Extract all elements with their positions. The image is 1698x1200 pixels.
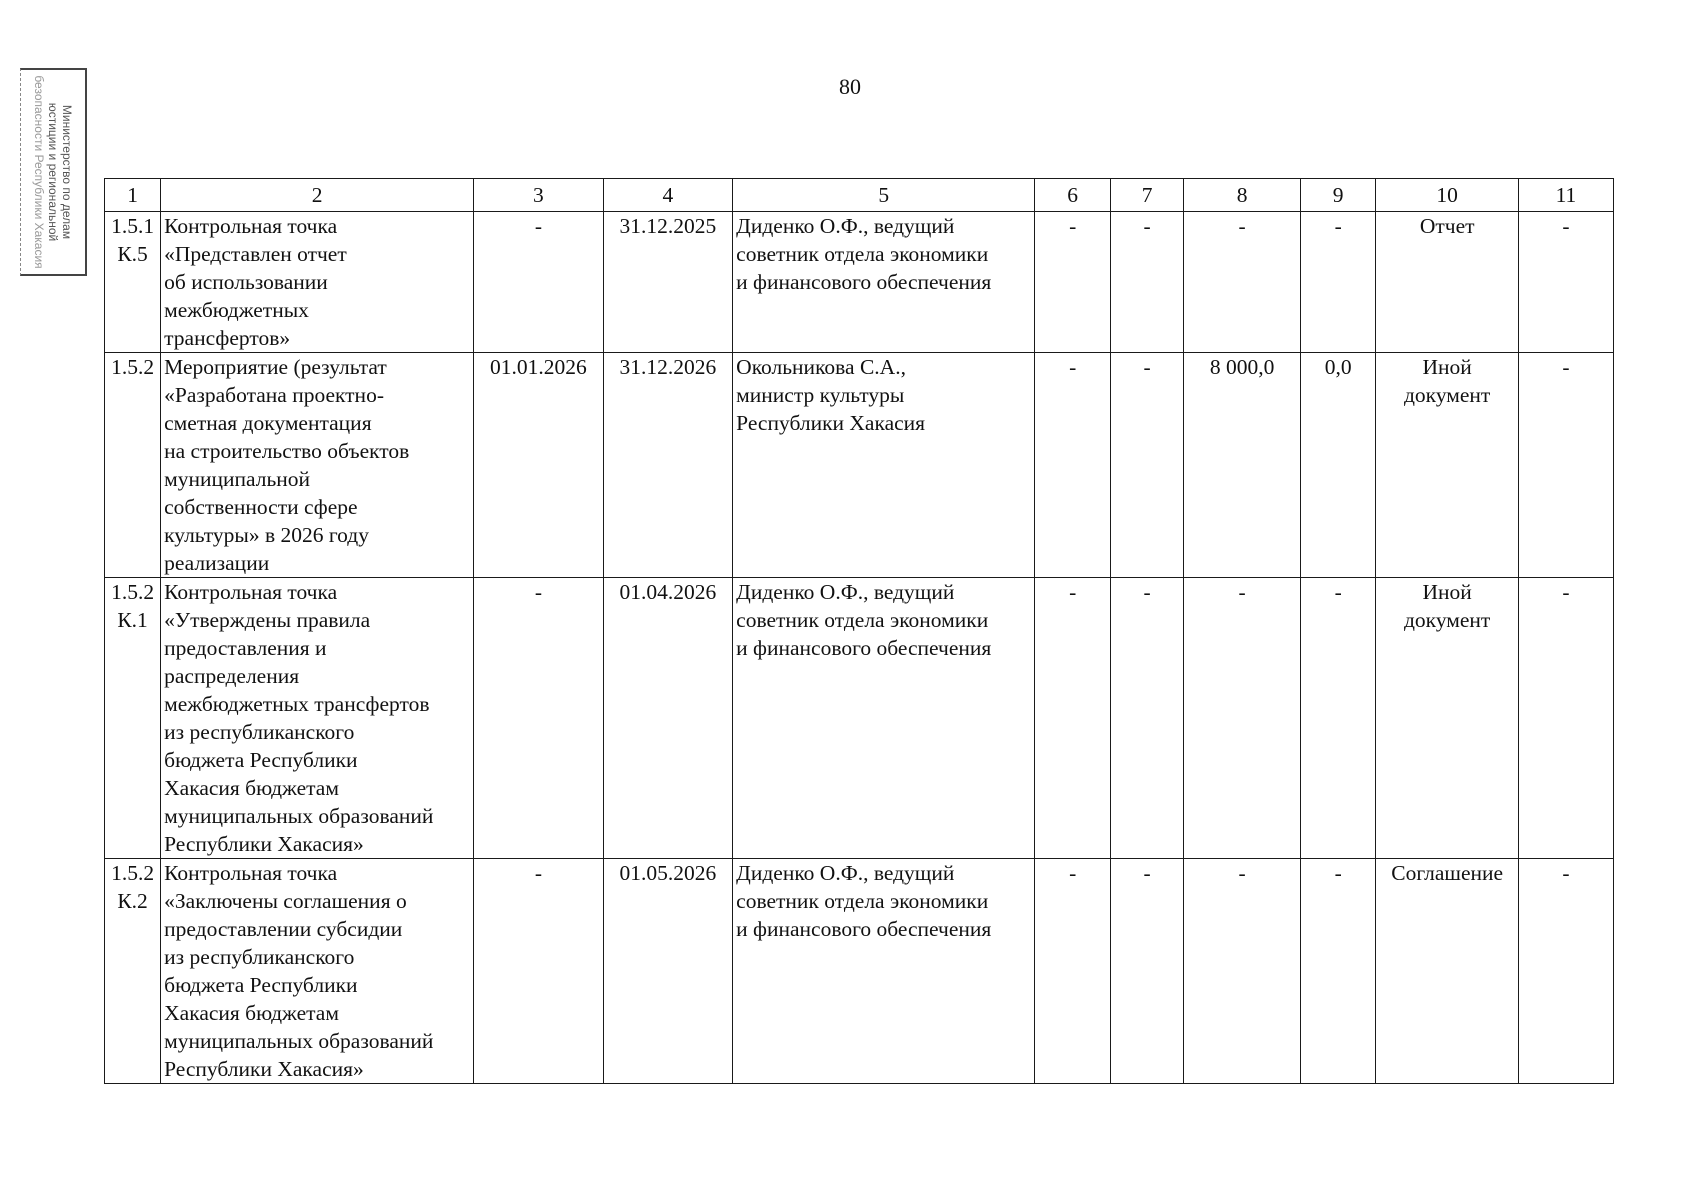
column-header: 11 (1518, 179, 1613, 212)
row-col6: - (1035, 212, 1111, 353)
row-col7: - (1110, 859, 1183, 1084)
row-number: 1.5.2 (105, 353, 161, 578)
column-header: 4 (603, 179, 733, 212)
column-header: 3 (474, 179, 604, 212)
row-document: Отчет (1376, 212, 1518, 353)
row-col8: - (1184, 578, 1301, 859)
table-row (105, 859, 1614, 1084)
column-header: 7 (1110, 179, 1183, 212)
stamp-line: юстиции и региональной (46, 102, 60, 242)
row-responsible: Диденко О.Ф., ведущий советник отдела экономики и финансового обеспечения (733, 578, 1035, 859)
registration-stamp (20, 68, 87, 276)
row-col9: - (1300, 578, 1376, 859)
row-end-date: 31.12.2026 (603, 353, 733, 578)
row-number: 1.5.2 К.1 (105, 578, 161, 859)
row-name: Контрольная точка «Заключены соглашения о предоставлении субсидии из республиканского бюджета Республики Хакасия бюджетам муниципальных образований Республики Хакасия» (161, 859, 474, 1084)
row-start-date: - (474, 212, 604, 353)
column-header: 10 (1376, 179, 1518, 212)
column-header: 2 (161, 179, 474, 212)
row-document: Иной документ (1376, 578, 1518, 859)
row-name: Контрольная точка «Представлен отчет об использовании межбюджетных трансфертов» (161, 212, 474, 353)
row-col8: - (1184, 859, 1301, 1084)
row-responsible: Окольникова С.А., министр культуры Республики Хакасия (733, 353, 1035, 578)
header-row (105, 179, 1614, 212)
row-col8: 8 000,0 (1184, 353, 1301, 578)
page-number: 80 (839, 74, 861, 99)
row-col8: - (1184, 212, 1301, 353)
row-col6: - (1035, 859, 1111, 1084)
column-header: 1 (105, 179, 161, 212)
row-end-date: 31.12.2025 (603, 212, 733, 353)
row-name: Контрольная точка «Утверждены правила предоставления и распределения межбюджетных трансфертов из республиканского бюджета Республики Хакасия бюджетам муниципальных образований Республики Хакасия» (161, 578, 474, 859)
row-col6: - (1035, 578, 1111, 859)
row-col11: - (1518, 578, 1613, 859)
table-row (105, 212, 1614, 353)
row-responsible: Диденко О.Ф., ведущий советник отдела экономики и финансового обеспечения (733, 859, 1035, 1084)
row-document: Иной документ (1376, 353, 1518, 578)
column-header: 5 (733, 179, 1035, 212)
row-col9: - (1300, 212, 1376, 353)
row-start-date: - (474, 859, 604, 1084)
column-header: 9 (1300, 179, 1376, 212)
stamp-text (32, 72, 74, 272)
row-start-date: - (474, 578, 604, 859)
row-number: 1.5.1 К.5 (105, 212, 161, 353)
row-responsible: Диденко О.Ф., ведущий советник отдела экономики и финансового обеспечения (733, 212, 1035, 353)
row-col9: 0,0 (1300, 353, 1376, 578)
row-col11: - (1518, 212, 1613, 353)
column-header: 6 (1035, 179, 1111, 212)
row-col7: - (1110, 353, 1183, 578)
column-header: 8 (1184, 179, 1301, 212)
row-col6: - (1035, 353, 1111, 578)
row-number: 1.5.2 К.2 (105, 859, 161, 1084)
activities-table (104, 178, 1614, 1084)
row-col7: - (1110, 212, 1183, 353)
row-col11: - (1518, 859, 1613, 1084)
row-end-date: 01.05.2026 (603, 859, 733, 1084)
table-row (105, 353, 1614, 578)
row-col11: - (1518, 353, 1613, 578)
row-start-date: 01.01.2026 (474, 353, 604, 578)
stamp-line: Министерство по делам (60, 104, 74, 240)
row-col9: - (1300, 859, 1376, 1084)
row-end-date: 01.04.2026 (603, 578, 733, 859)
row-document: Соглашение (1376, 859, 1518, 1084)
row-col7: - (1110, 578, 1183, 859)
row-name: Мероприятие (результат «Разработана проектно- сметная документация на строительство объектов муниципальной собственности сфере культуры» в 2026 году реализации (161, 353, 474, 578)
stamp-line: безопасности Республики Хакасия (32, 75, 46, 269)
table-row (105, 578, 1614, 859)
